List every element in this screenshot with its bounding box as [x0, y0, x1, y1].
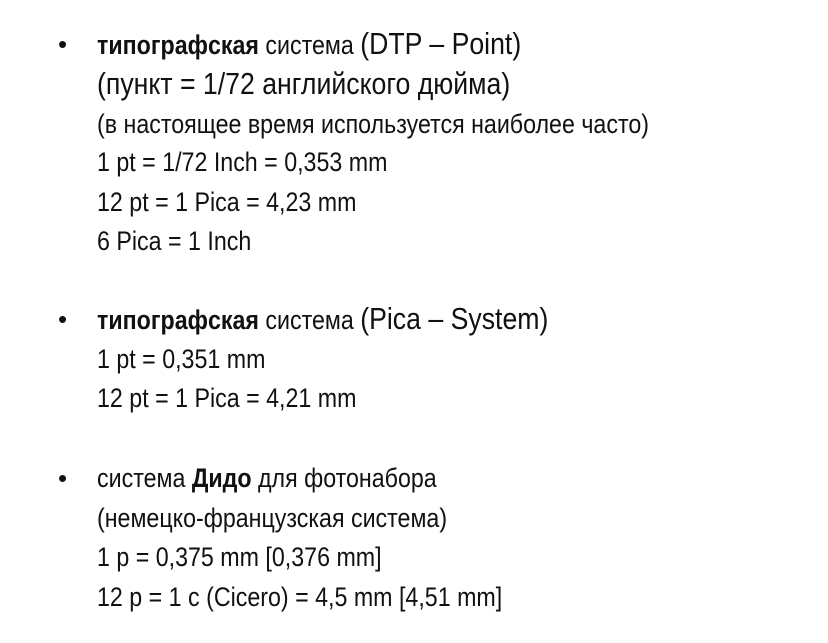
text-line: 12 p = 1 c (Cicero) = 4,5 mm [4,51 mm] [97, 582, 503, 612]
heading-bold-term: Дидо [191, 463, 252, 493]
bullet-marker: • [58, 463, 68, 493]
bullet-marker: • [58, 304, 68, 334]
text-line: 6 Pica = 1 Inch [97, 226, 252, 256]
heading-bold-term: типографская [97, 305, 259, 335]
bullet-heading [97, 299, 548, 340]
text-line: (немецко-французская система) [97, 503, 448, 533]
text-line: 12 pt = 1 Pica = 4,21 mm [97, 383, 357, 413]
heading-text: для фотонабора [251, 463, 437, 493]
bullet-heading [97, 458, 437, 498]
text-line: 1 pt = 0,351 mm [97, 344, 266, 374]
heading-text: система [258, 30, 361, 60]
text-line: 12 pt = 1 Pica = 4,23 mm [97, 187, 357, 217]
heading-text: система [258, 305, 361, 335]
heading-parenthetical: (DTP – Point) [360, 26, 522, 61]
text-line: (в настоящее время используется наиболее часто) [97, 109, 649, 139]
heading-text: система [97, 463, 192, 493]
text-line: (пункт = 1/72 английского дюйма) [97, 66, 511, 101]
text-line: 1 pt = 1/72 Inch = 0,353 mm [97, 147, 388, 177]
heading-bold-term: типографская [97, 30, 259, 60]
text-line: 1 p = 0,375 mm [0,376 mm] [97, 542, 382, 572]
bullet-heading [97, 24, 521, 65]
bullet-marker: • [58, 29, 68, 59]
heading-parenthetical: (Pica – System) [360, 301, 549, 336]
